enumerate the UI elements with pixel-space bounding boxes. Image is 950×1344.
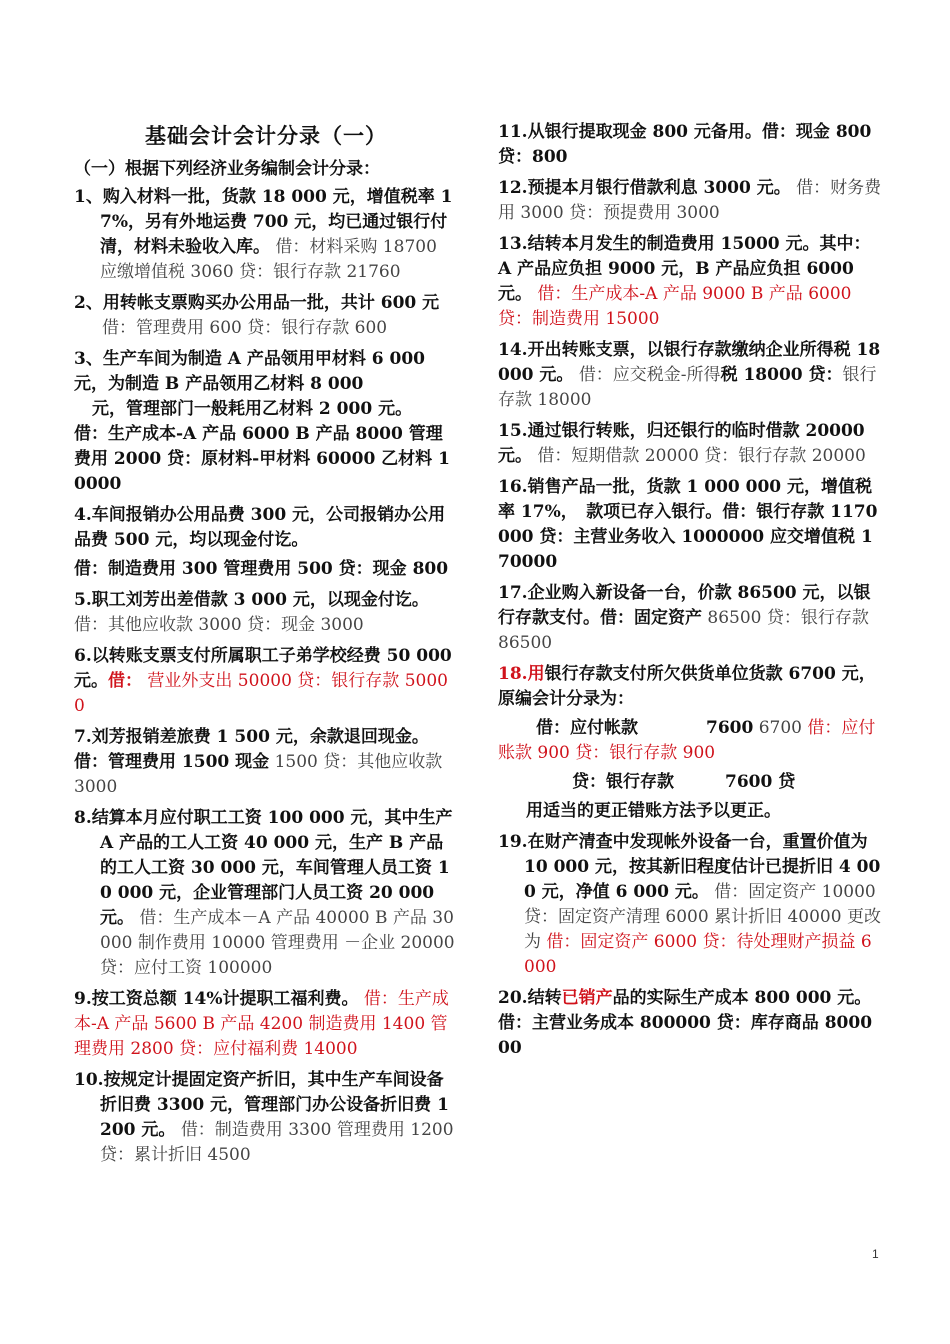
entry-4-question: 4.车间报销办公用品费 300 元，公司报销办公用品费 500 元，均以现金付讫。 <box>74 505 446 550</box>
entry-18-original-credit: 贷：银行存款 7600 贷 <box>572 772 796 792</box>
entry-5 <box>74 588 458 638</box>
entry-3-answer: 借：生产成本-A 产品 6000 B 产品 8000 管理费用 2000 贷：原材料-甲材料 60000 乙材料 10000 <box>74 424 450 494</box>
entry-15-question: 15.通过银行转账，归还银行的临时借款 20000 元。 <box>498 421 865 466</box>
entry-15 <box>498 419 882 469</box>
entry-2-question: 2、用转帐支票购买办公用品一批，共计 600 元 <box>74 293 440 313</box>
entry-14-answer-part2: 银行存款 18000 <box>498 365 877 410</box>
entry-16-question: 16.销售产品一批，货款 1 000 000 元，增值税率 17%， 款项已存入银行。借：银行存款 1170000 贷：主营业务收入 1000000 应交增值税 170000 <box>498 477 878 572</box>
entry-7 <box>74 725 458 800</box>
entry-9-question: 9.按工资总额 14%计提职工福利费。 <box>74 989 359 1009</box>
entry-1-answer: 借：材料采购 18700 应缴增值税 3060 贷：银行存款 21760 <box>100 237 437 282</box>
entry-9-answer: 借：生产成本-A 产品 5600 B 产品 4200 制造费用 1400 管理费用 2800 贷：应付福利费 14000 <box>74 989 449 1059</box>
entry-16 <box>498 475 882 575</box>
entry-2 <box>74 291 458 341</box>
entry-19 <box>498 830 882 980</box>
entry-19-answer: 借：固定资产 10000 贷：固定资产清理 6000 累计折旧 40000 更改为 <box>524 882 881 952</box>
entry-7-question: 7.刘芳报销差旅费 1 500 元，余款退回现金。 <box>74 727 429 747</box>
entry-4-answer: 借：制造费用 300 管理费用 500 贷：现金 800 <box>74 559 449 579</box>
entry-7-answer: 1500 贷：其他应收款 3000 <box>74 752 443 797</box>
entry-20-question-part2: 品的实际生产成本 800 000 元。借：主营业务成本 800000 贷：库存商品 800000 <box>498 988 873 1058</box>
entry-18-correction: 借：应付账款 900 贷：银行存款 900 <box>498 718 876 763</box>
entry-5-answer: 借：其他应收款 3000 贷：现金 3000 <box>74 615 364 635</box>
entry-7-answer-bold: 借：管理费用 1500 现金 <box>74 752 270 772</box>
left-column <box>74 120 458 1174</box>
entry-6-answer: 营业外支出 50000 贷：银行存款 50000 <box>74 671 448 716</box>
entry-1 <box>74 185 458 285</box>
entry-3-question-part2: 元，管理部门一般耗用乙材料 2 000 元。 <box>92 399 413 419</box>
entry-12 <box>498 176 882 226</box>
page-number: 1 <box>872 1247 879 1261</box>
entry-13-answer: 借：生产成本-A 产品 9000 B 产品 6000 贷：制造费用 15000 <box>498 284 852 329</box>
entry-14 <box>498 338 882 413</box>
entry-6-answer-label: 借： <box>108 671 142 691</box>
entry-17 <box>498 581 882 656</box>
entry-5-question: 5.职工刘芳出差借款 3 000 元，以现金付讫。 <box>74 590 429 610</box>
entry-8-question: 8.结算本月应付职工工资 100 000 元，其中生产 A 产品的工人工资 40 000 元，生产 B 产品的工人工资 30 000 元，车间管理人员工资 10 000 元，企业管理部门人员工资 20 000 元。 <box>74 808 453 928</box>
entry-12-question: 12.预提本月银行借款利息 3000 元。 <box>498 178 791 198</box>
entry-18-number: 18.用 <box>498 664 545 684</box>
entry-14-question: 14.开出转账支票，以银行存款缴纳企业所得税 18000 元。 <box>498 340 881 385</box>
entry-11 <box>498 120 882 170</box>
entry-20 <box>498 986 882 1061</box>
entry-10 <box>74 1068 458 1168</box>
entry-20-question-part1: 20.结转 <box>498 988 562 1008</box>
entry-2-answer: 借：管理费用 600 贷：银行存款 600 <box>102 318 388 338</box>
entry-14-answer-bold: 税 18000 贷： <box>720 365 843 385</box>
document-subtitle: （一）根据下列经济业务编制会计分录： <box>74 159 380 179</box>
entry-20-highlight: 已销产 <box>561 988 613 1008</box>
entry-3-question-part1: 3、生产车间为制造 A 产品领用甲材料 6 000 元，为制造 B 产品领用乙材料 8 000 <box>74 349 426 394</box>
entry-8 <box>74 806 458 981</box>
entry-17-answer: 86500 贷：银行存款 86500 <box>498 608 869 653</box>
entry-18-original-amount: 6700 <box>758 718 802 738</box>
entry-18-original-debit: 借：应付帐款 7600 <box>536 718 754 738</box>
entry-18 <box>498 662 882 824</box>
right-column <box>498 120 882 1067</box>
entry-19-question: 19.在财产清查中发现帐外设备一台，重置价值为 10 000 元，按其新旧程度估计已提折旧 4 000 元，净值 6 000 元。 <box>498 832 881 902</box>
entry-18-instruction: 用适当的更正错账方法予以更正。 <box>526 801 781 821</box>
entry-12-answer: 借：财务费用 3000 贷：预提费用 3000 <box>498 178 882 223</box>
entry-4 <box>74 503 458 582</box>
entry-11-question: 11.从银行提取现金 800 元备用。借：现金 800 贷：800 <box>498 122 872 167</box>
document-title: 基础会计会计分录（一） <box>145 123 387 148</box>
entry-14-answer-part1: 借：应交税金-所得 <box>578 365 721 385</box>
entry-6 <box>74 644 458 719</box>
entry-13 <box>498 232 882 332</box>
entry-3 <box>74 347 458 497</box>
entry-19-correction: 借：固定资产 6000 贷：待处理财产损益 6000 <box>524 932 872 977</box>
entry-10-question: 10.按规定计提固定资产折旧，其中生产车间设备折旧费 3300 元，管理部门办公设备折旧费 1200 元。 <box>74 1070 449 1140</box>
entry-13-question: 13.结转本月发生的制造费用 15000 元。其中：A 产品应负担 9000 元，B 产品应负担 6000 元。 <box>498 234 871 304</box>
entry-17-question: 17.企业购入新设备一台，价款 86500 元，以银行存款支付。借：固定资产 <box>498 583 871 628</box>
entry-18-question: 银行存款支付所欠供货单位货款 6700 元，原编会计分录为： <box>498 664 876 709</box>
entry-1-question: 1、购入材料一批，货款 18 000 元，增值税率 17%，另有外地运费 700 元，均已通过银行付清，材料未验收入库。 <box>74 187 453 257</box>
entry-8-answer: 借：生产成本－A 产品 40000 B 产品 30000 制作费用 10000 管理费用 －企业 20000 贷：应付工资 100000 <box>100 908 455 978</box>
entry-15-answer: 借：短期借款 20000 贷：银行存款 20000 <box>537 446 866 466</box>
entry-6-question: 6.以转账支票支付所属职工子弟学校经费 50 000 元。 <box>74 646 452 691</box>
entry-10-answer: 借：制造费用 3300 管理费用 1200 贷：累计折旧 4500 <box>100 1120 454 1165</box>
entry-9 <box>74 987 458 1062</box>
